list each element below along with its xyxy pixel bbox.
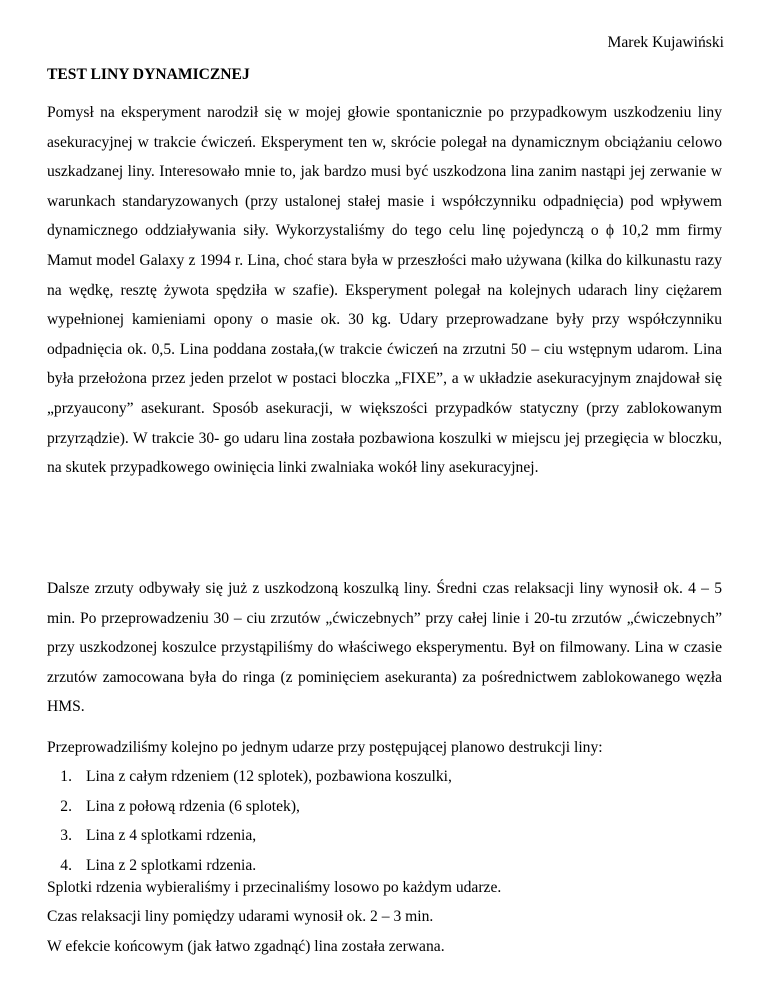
- list-item-text: Lina z 4 splotkami rdzenia,: [86, 827, 257, 845]
- list-item-number: 3.: [60, 827, 72, 845]
- document-title: TEST LINY DYNAMICZNEJ: [47, 66, 250, 83]
- closing-line-selection: Splotki rdzenia wybieraliśmy i przecinaliśmy losowo po każdym udarze.: [47, 879, 502, 896]
- list-item: [47, 762, 722, 792]
- list-item-number: 2.: [60, 797, 72, 815]
- list-item: [47, 851, 722, 881]
- list-item-text: Lina z całym rdzeniem (12 splotek), pozbawiona koszulki,: [86, 768, 452, 785]
- list-item: [47, 821, 722, 851]
- procedure-list: [47, 762, 722, 880]
- list-item-number: 4.: [60, 856, 72, 874]
- paragraph-procedure-intro: Przeprowadziliśmy kolejno po jednym udarze przy postępującej planowo destrukcji liny:: [47, 739, 603, 756]
- list-item-number: 1.: [60, 768, 72, 785]
- paragraph-further-drops: Dalsze zrzuty odbywały się już z uszkodzoną koszulką liny. Średni czas relaksacji liny wynosił ok. 4 – 5 min. Po przeprowadzeniu 30 – ciu zrzutów „ćwiczebnych” przy całej linie i 20-tu zrzutów „ćwiczebnych” przy uszkodzonej koszulce przystąpiliśmy do właściwego eksperymentu. Był on filmowany. Lina w czasie zrzutów zamocowana była do ringa (z pominięciem asekuranta) za pośrednictwem zablokowanego węzła HMS.: [47, 580, 722, 716]
- closing-line-result: W efekcie końcowym (jak łatwo zgadnąć) lina została zerwana.: [47, 938, 445, 955]
- list-item: [47, 792, 722, 822]
- list-item-text: Lina z połową rdzenia (6 splotek),: [86, 797, 300, 815]
- author-name: Marek Kujawiński: [607, 34, 724, 51]
- list-item-text: Lina z 2 splotkami rdzenia.: [86, 856, 257, 874]
- closing-line-relaxation: Czas relaksacji liny pomiędzy udarami wynosił ok. 2 – 3 min.: [47, 908, 434, 925]
- paragraph-intro: Pomysł na eksperyment narodził się w mojej głowie spontanicznie po przypadkowym uszkodzeniu liny asekuracyjnej w trakcie ćwiczeń. Eksperyment ten w, skrócie polegał na dynamicznym obciążaniu celowo uszkadzanej liny. Interesowało mnie to, jak bardzo musi być uszkodzona lina zanim nastąpi jej zerwanie w warunkach standaryzowanych (przy ustalonej stałej masie i współczynniku odpadnięcia) pod wpływem dynamicznego oddziaływania siły. Wykorzystaliśmy do tego celu linę pojedynczą o ϕ 10,2 mm firmy Mamut model Galaxy z 1994 r. Lina, choć stara była w przeszłości mało używana (kilka do kilkunastu razy na wędkę, resztę żywota spędziła w szafie). Eksperyment polegał na kolejnych udarach liny ciężarem wypełnionej kamieniami opony o masie ok. 30 kg. Udary przeprowadzane były przy współczynniku odpadnięcia ok. 0,5. Lina poddana została,(w trakcie ćwiczeń na zrzutni 50 – ciu wstępnym udarom. Lina była przełożona przez jeden przelot w postaci bloczka „FIXE”, a w układzie asekuracyjnym znajdował się „przyaucony” asekurant. Sposób asekuracji, w większości przypadków statyczny (przy zablokowanym przyrządzie). W trakcie 30- go udaru lina została pozbawiona koszulki w miejscu jej przegięcia w bloczku, na skutek przypadkowego owinięcia linki zwalniaka wokół liny asekuracyjnej.: [47, 104, 722, 477]
